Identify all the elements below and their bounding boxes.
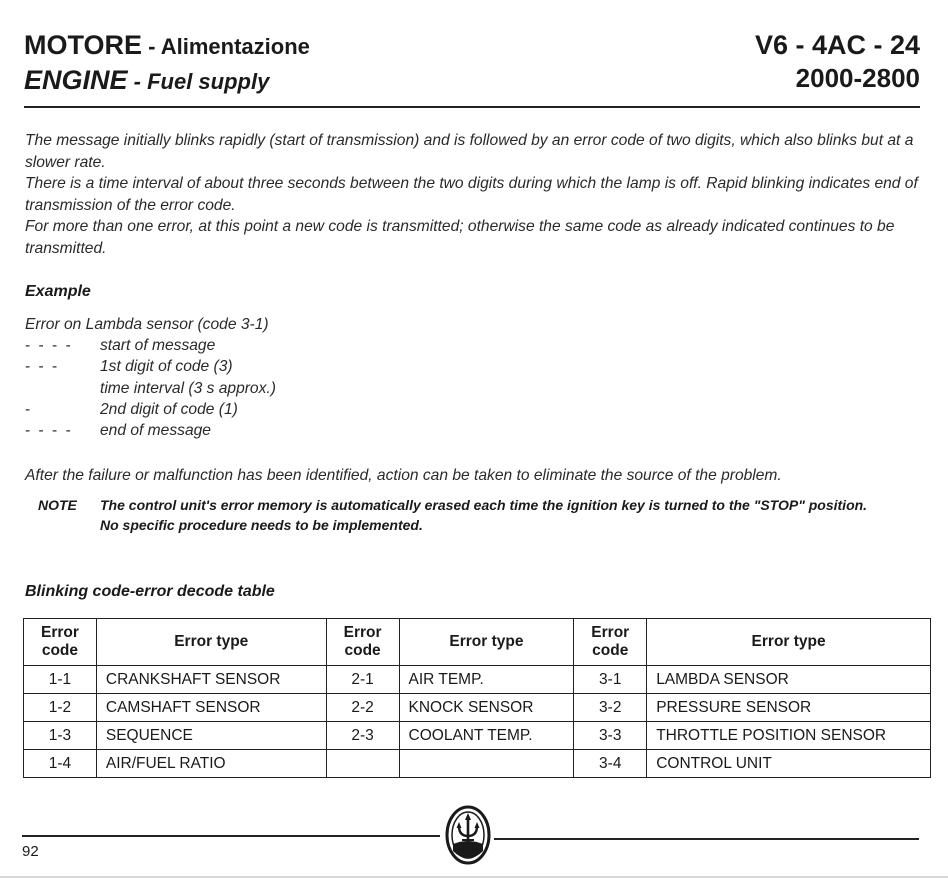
trident-logo-icon	[444, 804, 492, 866]
title-italian	[24, 28, 310, 64]
cell-type: CONTROL UNIT	[647, 750, 931, 778]
title-english-sub: - Fuel supply	[127, 69, 270, 94]
title-english-main: ENGINE	[24, 65, 128, 95]
footer-divider-right	[494, 838, 919, 840]
page-number: 92	[22, 843, 39, 860]
example-heading-text: Error on Lambda sensor (code 3-1)	[25, 316, 269, 333]
example-text: 1st digit of code (3)	[100, 358, 233, 376]
intro-paragraph-1: The message initially blinks rapidly (start of transmission) and is followed by an error code of two digits, which also blinks but at a slower rate.	[25, 132, 914, 171]
cell-code: 1-2	[24, 694, 97, 722]
example-row	[25, 399, 269, 420]
cell-code: 1-1	[24, 666, 97, 694]
error-code-table	[23, 618, 931, 778]
page-header	[24, 28, 920, 108]
example-row	[25, 378, 276, 399]
example-text: end of message	[100, 421, 211, 439]
example-block	[25, 314, 276, 441]
cell-type: SEQUENCE	[96, 722, 326, 750]
cell-code: 1-4	[24, 750, 97, 778]
note-line-2: No specific procedure needs to be implemented.	[100, 517, 423, 533]
cell-type: AIR/FUEL RATIO	[96, 750, 326, 778]
header-error-code: Error code	[574, 619, 647, 666]
cell-code: 3-2	[574, 694, 647, 722]
example-dash: -	[25, 400, 33, 418]
note-text	[100, 495, 933, 535]
header-error-type: Error type	[96, 619, 326, 666]
cell-code: 2-3	[326, 722, 399, 750]
intro-paragraph-3: For more than one error, at this point a new code is transmitted; otherwise the same code as already indicated continues to be transmitted.	[25, 218, 895, 257]
note-label: NOTE	[38, 497, 77, 513]
model-label: V6 - 4AC - 24	[754, 30, 920, 60]
header-error-code: Error code	[24, 619, 97, 666]
footer-divider-left	[22, 835, 440, 837]
cell-type: AIR TEMP.	[399, 666, 574, 694]
cell-type: KNOCK SENSOR	[399, 694, 574, 722]
table-row	[24, 694, 931, 722]
cell-type: THROTTLE POSITION SENSOR	[647, 722, 931, 750]
cell-code: 1-3	[24, 722, 97, 750]
cell-type: CAMSHAFT SENSOR	[96, 694, 326, 722]
example-heading	[25, 314, 269, 335]
cell-type: LAMBDA SENSOR	[647, 666, 931, 694]
example-dash: - - - -	[25, 337, 73, 355]
cell-code: 2-1	[326, 666, 399, 694]
after-paragraph: After the failure or malfunction has been identified, action can be taken to eliminate the source of the problem.	[25, 467, 782, 484]
title-italian-main: MOTORE	[24, 30, 143, 60]
title-english	[24, 64, 310, 98]
table-header-row	[24, 619, 931, 666]
header-divider	[24, 106, 920, 108]
page-bottom-edge	[0, 876, 948, 878]
cell-code: 3-3	[574, 722, 647, 750]
intro-paragraph-2: There is a time interval of about three seconds between the two digits during which the lamp is off. Rapid blinking indicates end of transmission of the error code.	[25, 175, 918, 214]
table-row	[24, 666, 931, 694]
example-dash: - - -	[25, 358, 60, 376]
note-line-1: The control unit's error memory is automatically erased each time the ignition key is turned to the "STOP" position.	[100, 497, 868, 513]
table-title: Blinking code-error decode table	[25, 583, 275, 600]
header-error-code: Error code	[326, 619, 399, 666]
cell-type	[399, 750, 574, 778]
header-error-type: Error type	[647, 619, 931, 666]
table-row	[24, 750, 931, 778]
cell-code: 2-2	[326, 694, 399, 722]
model-range: 2000-2800	[795, 63, 920, 93]
example-row	[25, 356, 269, 377]
cell-code: 3-1	[574, 666, 647, 694]
example-text: 2nd digit of code (1)	[100, 400, 238, 418]
example-row	[25, 420, 269, 441]
model-info	[755, 28, 920, 94]
example-dash: - - - -	[25, 421, 73, 439]
header-error-type: Error type	[399, 619, 574, 666]
intro-paragraphs	[25, 130, 935, 259]
example-title: Example	[25, 283, 91, 300]
example-text: time interval (3 s approx.)	[100, 379, 276, 397]
cell-type: COOLANT TEMP.	[399, 722, 574, 750]
section-title	[24, 28, 310, 98]
cell-type: CRANKSHAFT SENSOR	[96, 666, 326, 694]
cell-type: PRESSURE SENSOR	[647, 694, 931, 722]
cell-code: 3-4	[574, 750, 647, 778]
example-text: start of message	[100, 337, 216, 355]
table-row	[24, 722, 931, 750]
example-row	[25, 335, 269, 356]
cell-code	[326, 750, 399, 778]
title-italian-sub: - Alimentazione	[142, 34, 310, 59]
